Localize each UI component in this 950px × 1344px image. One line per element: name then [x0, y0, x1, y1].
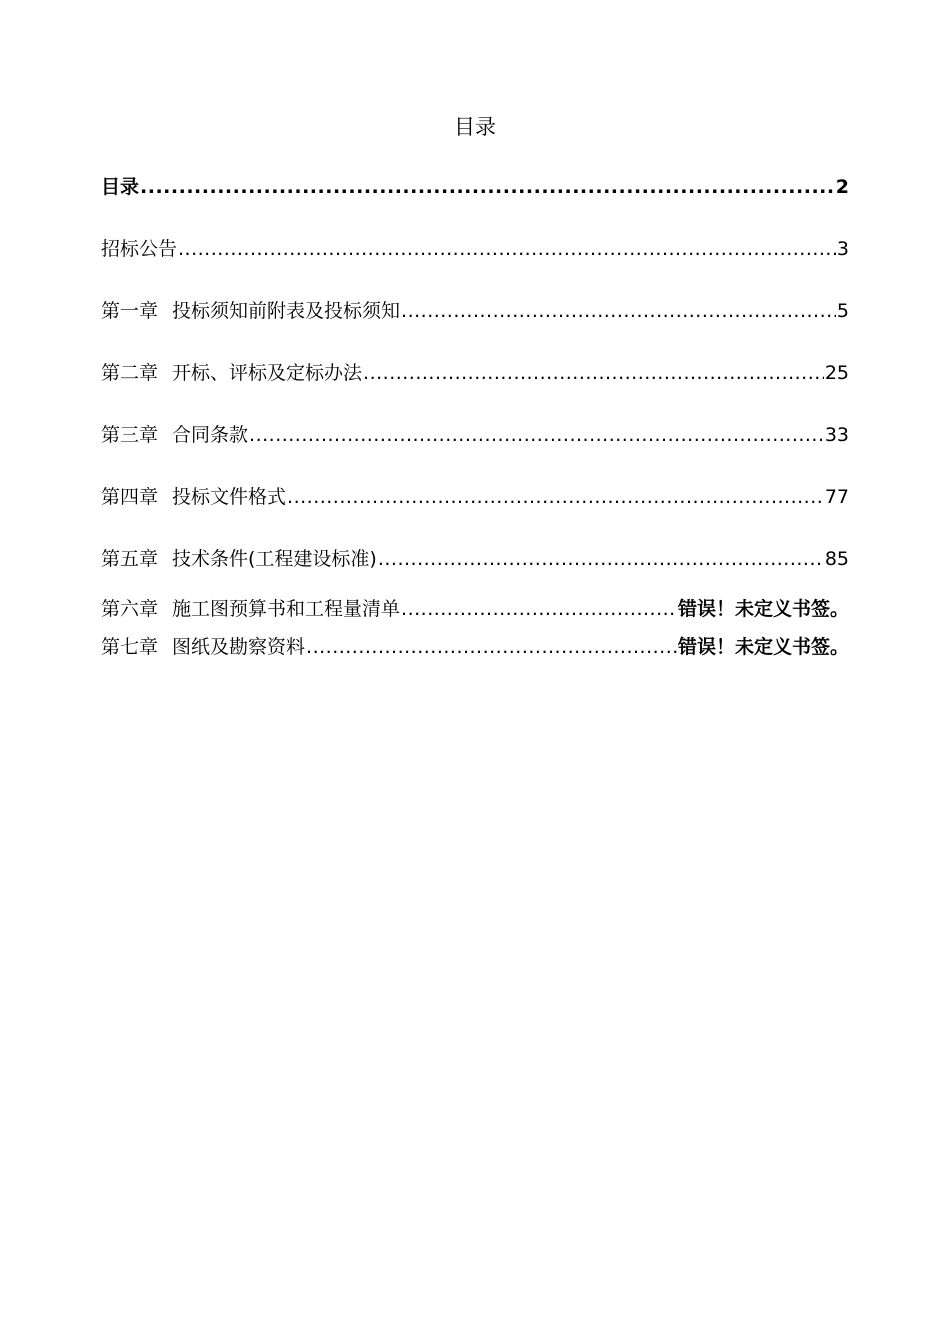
toc-page-number: 3 — [836, 238, 849, 260]
toc-page-number: 25 — [824, 362, 849, 384]
dot-leader — [401, 596, 677, 622]
toc-chapter-number: 第三章 — [101, 424, 159, 446]
toc-page-number: 33 — [824, 424, 849, 446]
toc-page-number: 77 — [824, 486, 849, 508]
toc-chapter-number: 第二章 — [101, 362, 159, 384]
toc-chapter-number: 第七章 — [101, 636, 159, 658]
toc-chapter-number: 第六章 — [101, 598, 159, 620]
toc-entry-label — [101, 484, 286, 510]
toc-entry-chapter-2[interactable] — [101, 360, 849, 386]
toc-chapter-number: 第一章 — [101, 300, 159, 322]
toc-chapter-name: 技术条件(工程建设标准) — [172, 548, 377, 570]
toc-entry-announcement[interactable] — [101, 236, 849, 262]
toc-chapter-name: 施工图预算书和工程量清单 — [172, 598, 401, 620]
toc-chapter-name: 开标、评标及定标办法 — [172, 362, 363, 384]
toc-entry-label: 目录 — [101, 176, 140, 198]
toc-entry-contents[interactable] — [101, 174, 849, 200]
toc-entry-chapter-1[interactable] — [101, 298, 849, 324]
toc-entry-chapter-4[interactable] — [101, 484, 849, 510]
toc-error-text: 错误！未定义书签。 — [677, 636, 849, 658]
toc-entry-label — [101, 634, 305, 660]
toc-entry-label — [101, 422, 248, 448]
dot-leader — [363, 360, 824, 386]
toc-entry-label: 招标公告 — [101, 238, 178, 260]
page-title: 目录 — [454, 115, 496, 139]
dot-leader — [178, 236, 836, 262]
toc-page-number: 2 — [835, 176, 849, 198]
toc-page-number: 85 — [824, 548, 849, 570]
toc-entry-chapter-3[interactable] — [101, 422, 849, 448]
toc-entry-label — [101, 298, 400, 324]
toc-chapter-number: 第五章 — [101, 548, 159, 570]
dot-leader — [378, 546, 824, 572]
toc-error-text: 错误！未定义书签。 — [677, 598, 849, 620]
dot-leader — [306, 634, 677, 660]
toc-entry-label — [101, 546, 377, 572]
toc-entry-label — [101, 360, 362, 386]
toc-chapter-name: 图纸及勘察资料 — [172, 636, 306, 658]
dot-leader — [401, 298, 836, 324]
dot-leader — [140, 174, 835, 200]
toc-chapter-name: 投标须知前附表及投标须知 — [172, 300, 401, 322]
toc-chapter-name: 合同条款 — [172, 424, 249, 446]
toc-chapter-name: 投标文件格式 — [172, 486, 287, 508]
toc-entry-label — [101, 596, 400, 622]
toc-entry-chapter-6[interactable] — [101, 596, 849, 622]
toc-entry-chapter-5[interactable] — [101, 546, 849, 572]
dot-leader — [249, 422, 824, 448]
toc-page-number: 5 — [836, 300, 849, 322]
dot-leader — [287, 484, 824, 510]
toc-chapter-number: 第四章 — [101, 486, 159, 508]
toc-entry-chapter-7[interactable] — [101, 634, 849, 660]
